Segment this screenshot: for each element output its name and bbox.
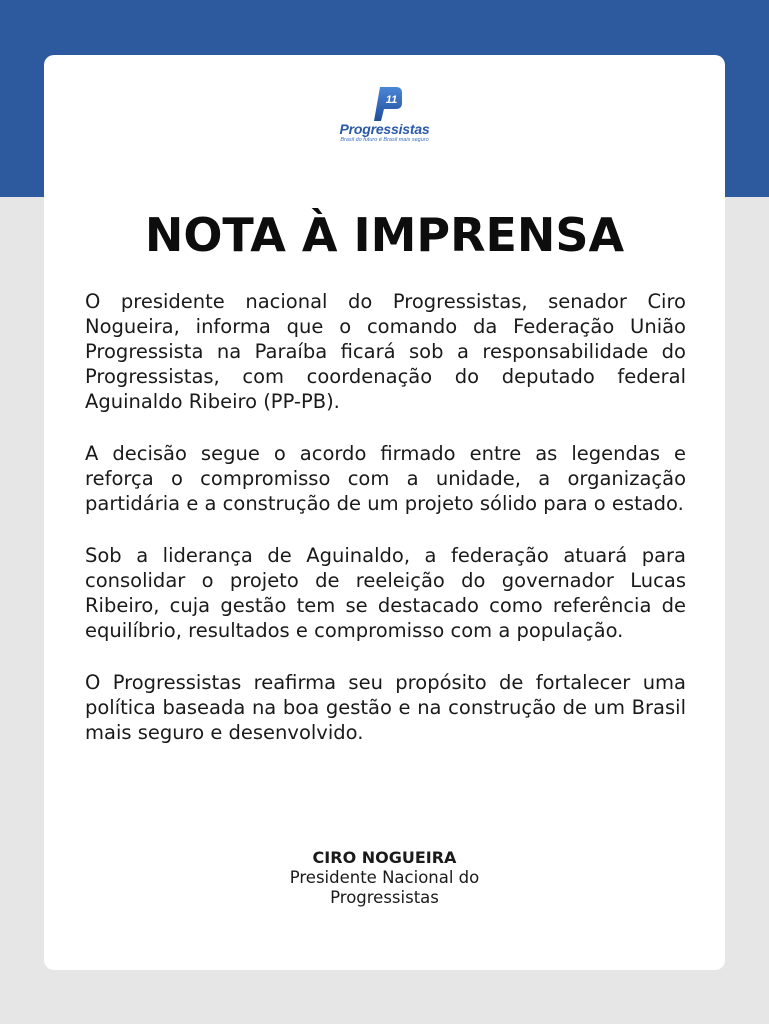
paragraph: O Progressistas reafirma seu propósito de fortalecer uma política baseada na boa gestão e na construção de um Brasil mais seguro e desenvolvido.	[85, 671, 686, 744]
logo-tagline: Brasil do futuro é Brasil mais seguro	[340, 137, 429, 143]
signature-name: CIRO NOGUEIRA	[312, 848, 457, 867]
signature-title-line1: Presidente Nacional do	[289, 868, 480, 887]
signature-block	[44, 848, 725, 908]
logo-name: Progressistas	[339, 121, 430, 137]
signature-title-line2: Progressistas	[330, 888, 439, 907]
note-body	[85, 289, 686, 772]
paragraph: Sob a liderança de Aguinaldo, a federação atuará para consolidar o projeto de reeleição do governador Lucas Ribeiro, cuja gestão tem se destacado como referência de equilíbrio, resultados e compromisso com a população.	[85, 544, 686, 642]
paragraph: A decisão segue o acordo firmado entre as legendas e reforça o compromisso com a unidade, a organização partidária e a construção de um projeto sólido para o estado.	[85, 442, 686, 515]
party-p-icon	[371, 86, 403, 122]
press-note-card	[44, 55, 725, 970]
paragraph: O presidente nacional do Progressistas, senador Ciro Nogueira, informa que o comando da Federação União Progressista na Paraíba ficará sob a responsabilidade do Progressistas, com coordenação do deputado federal Aguinaldo Ribeiro (PP-PB).	[85, 290, 686, 413]
party-number: 11	[385, 94, 398, 106]
progressistas-logo	[44, 86, 725, 148]
page-title: NOTA À IMPRENSA	[144, 208, 625, 262]
